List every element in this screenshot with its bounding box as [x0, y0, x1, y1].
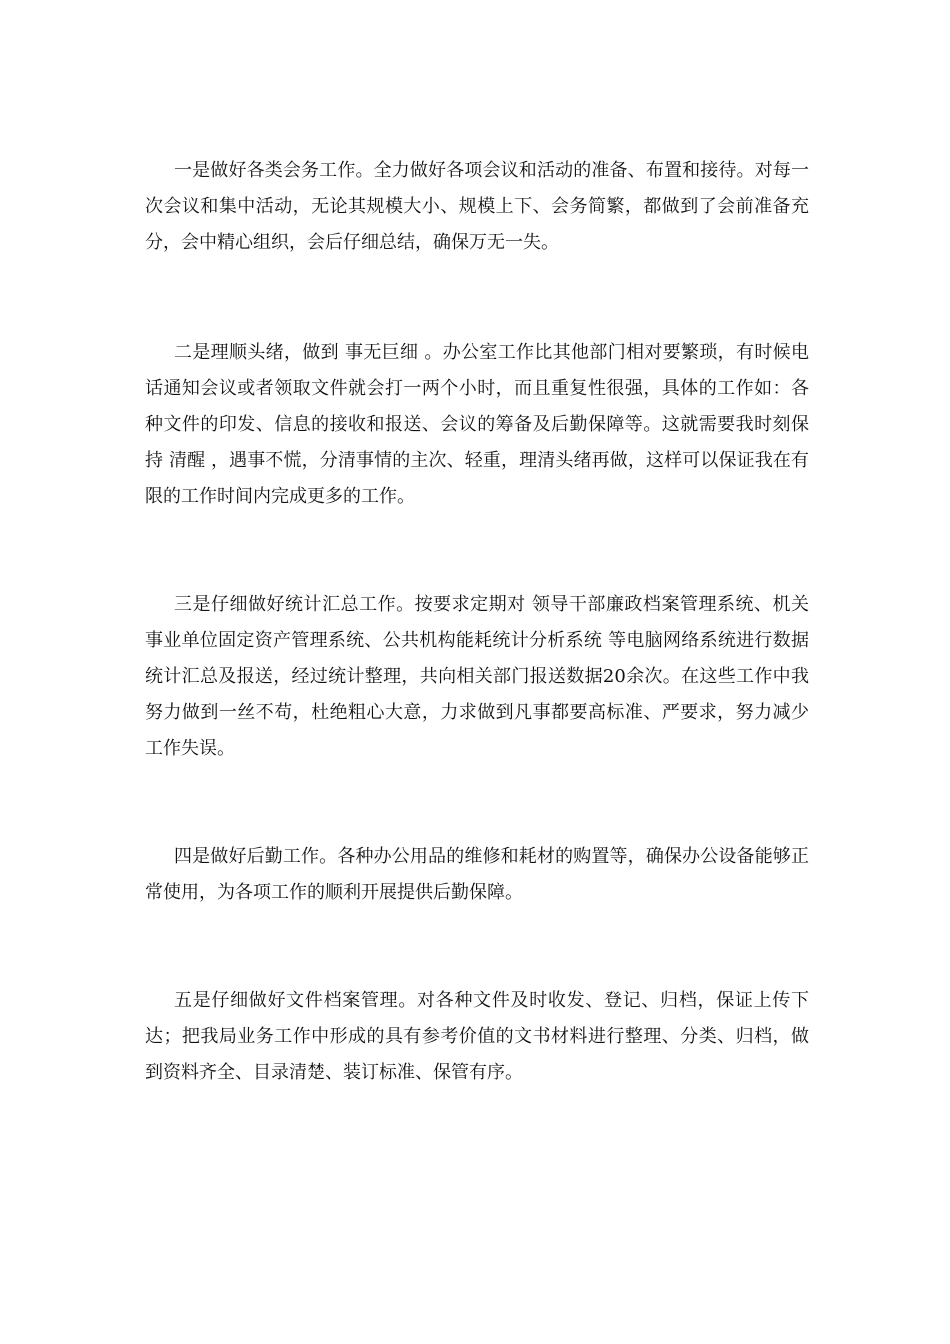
paragraph-statistics: 三是仔细做好统计汇总工作。按要求定期对 领导干部廉政档案管理系统、机关事业单位固定资产管理系统、公共机构能耗统计分析系统 等电脑网络系统进行数据统计汇总及报送，经过统计整理，共向相关部门报送数据20余次。在这些工作中我努力做到一丝不苟，杜绝粗心大意，力求做到凡事都要高标准、严要求，努力减少工作失误。	[145, 594, 809, 759]
paragraph-archive-management: 五是仔细做好文件档案管理。对各种文件及时收发、登记、归档，保证上传下达；把我局业务工作中形成的具有参考价值的文书材料进行整理、分类、归档，做到资料齐全、目录清楚、装订标准、保管有序。	[145, 990, 809, 1083]
paragraph-logistics: 四是做好后勤工作。各种办公用品的维修和耗材的购置等，确保办公设备能够正常使用，为各项工作的顺利开展提供后勤保障。	[145, 846, 809, 903]
paragraph-organize-work: 二是理顺头绪，做到 事无巨细 。办公室工作比其他部门相对要繁琐，有时候电话通知会议或者领取文件就会打一两个小时，而且重复性很强，具体的工作如：各种文件的印发、信息的接收和报送、会议的筹备及后勤保障等。这就需要我时刻保持 清醒 ，遇事不慌，分清事情的主次、轻重，理清头绪再做，这样可以保证我在有限的工作时间内完成更多的工作。	[145, 342, 809, 507]
paragraph-meeting-affairs: 一是做好各类会务工作。全力做好各项会议和活动的准备、布置和接待。对每一次会议和集中活动，无论其规模大小、规模上下、会务简繁，都做到了会前准备充分，会中精心组织，会后仔细总结，确保万无一失。	[145, 160, 809, 253]
